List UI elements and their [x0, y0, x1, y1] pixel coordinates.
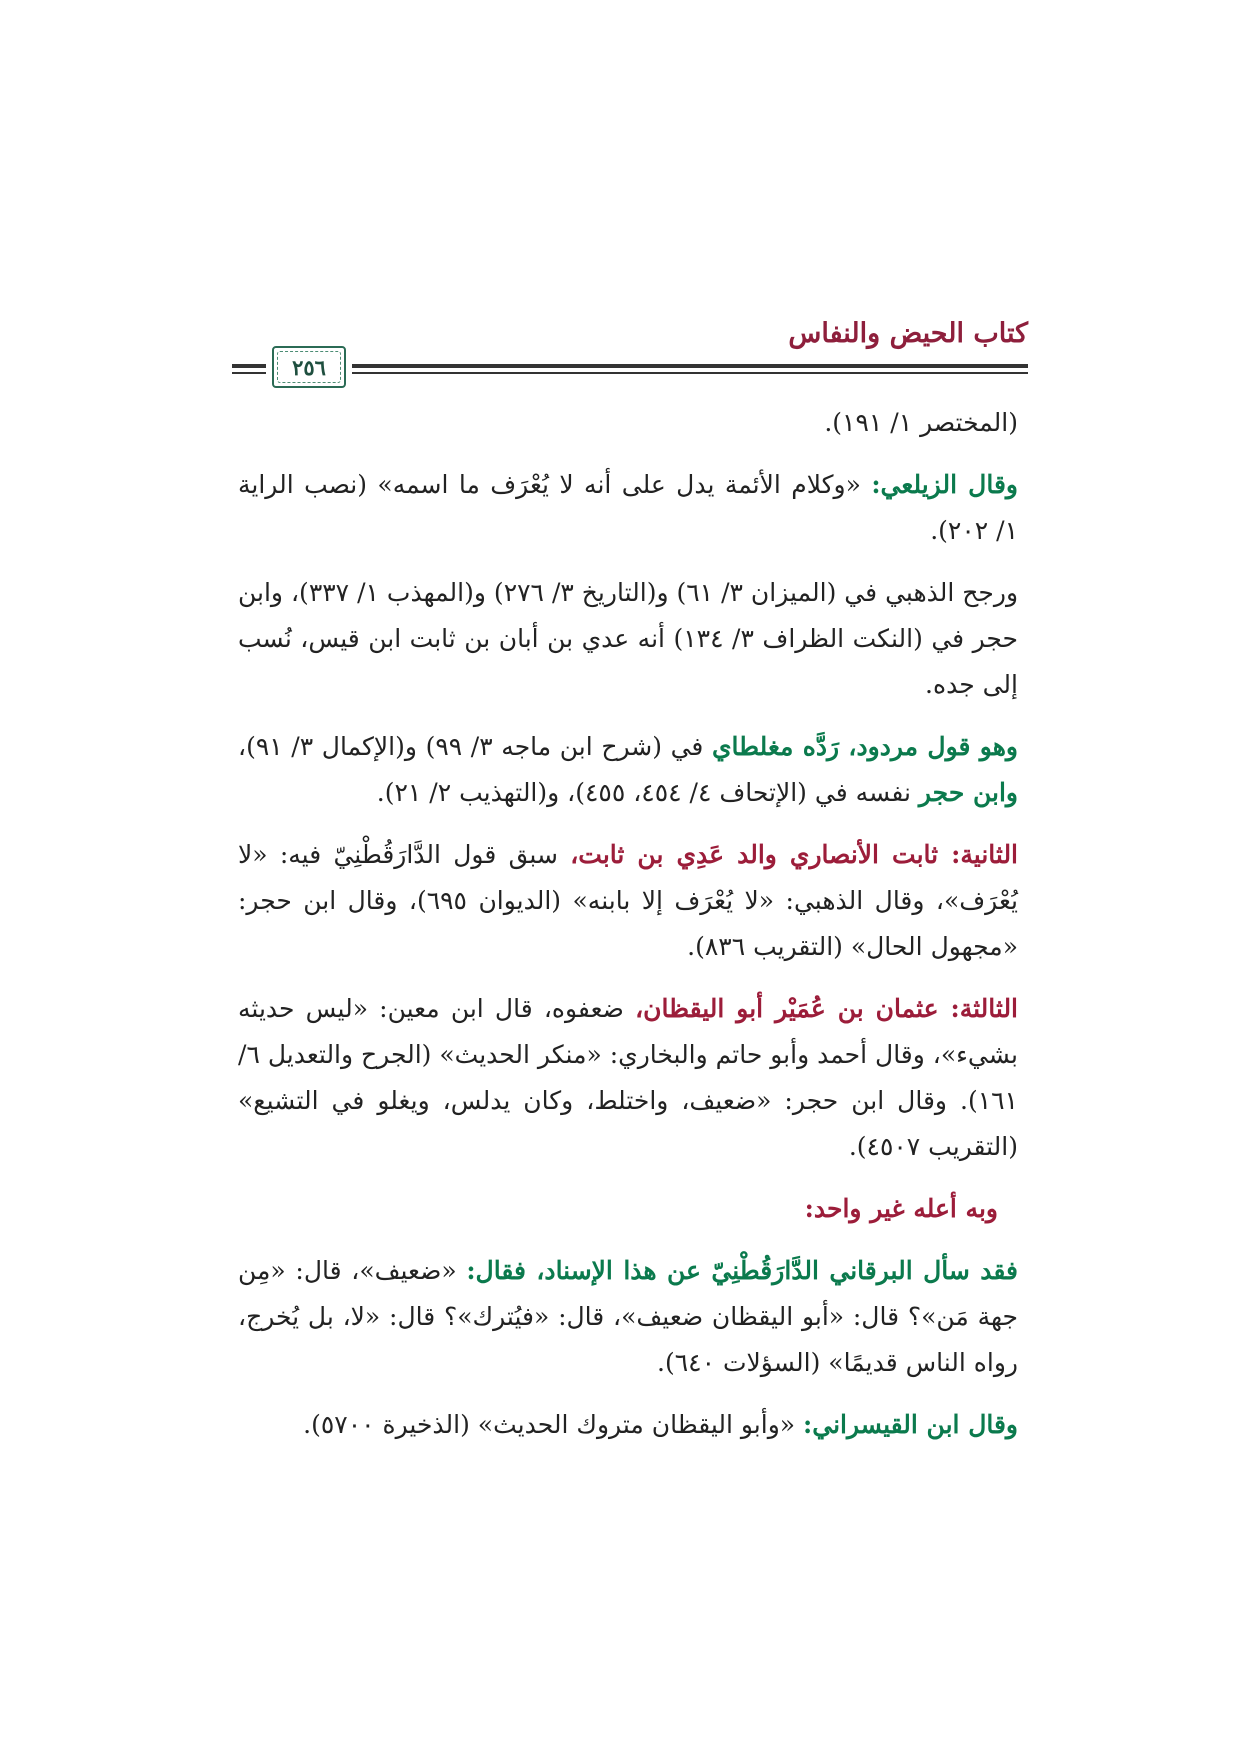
page-body — [238, 400, 1018, 1464]
paragraph — [238, 570, 1018, 708]
running-title: كتاب الحيض والنفاس — [788, 318, 1028, 349]
page-number: ٢٥٦ — [292, 354, 326, 380]
paragraph-text: في (شرح ابن ماجه ٣/ ٩٩) و(الإكمال ٣/ ٩١)، — [238, 732, 712, 761]
paragraph-lead: وقال الزيلعي: — [871, 470, 1018, 499]
paragraph-text: نفسه في (الإتحاف ٤/ ٤٥٤، ٤٥٥)، و(التهذيب ٢/ ٢١). — [376, 778, 919, 807]
paragraph — [238, 462, 1018, 554]
subheading-text: وبه أعله غير واحد: — [804, 1194, 998, 1223]
paragraph-lead-secondary: وابن حجر — [918, 778, 1018, 807]
paragraph-text: «ضعيف»، قال: «مِن جهة مَن»؟ قال: «أبو اليقظان ضعيف»، قال: «فيُترك»؟ قال: «لا، بل يُخرج، رواه الناس قديمًا» (السؤلات ٦٤٠). — [238, 1256, 1018, 1377]
paragraph — [238, 1248, 1018, 1386]
paragraph — [238, 832, 1018, 970]
paragraph-text: (المختصر ١/ ١٩١). — [824, 408, 1018, 437]
paragraph — [238, 986, 1018, 1170]
paragraph — [238, 400, 1018, 446]
section-subheading — [238, 1186, 1018, 1232]
header-rule-thick — [352, 364, 1028, 368]
paragraph-lead: وقال ابن القيسراني: — [803, 1410, 1018, 1439]
paragraph-text: «وكلام الأئمة يدل على أنه لا يُعْرَف ما اسمه» (نصب الراية ١/ ٢٠٢). — [238, 470, 1018, 545]
paragraph-lead: وهو قول مردود، رَدَّه مغلطاي — [711, 732, 1018, 761]
paragraph — [238, 724, 1018, 816]
paragraph-lead: فقد سأل البرقاني الدَّارَقُطْنِيّ عن هذا الإسناد، فقال: — [466, 1256, 1018, 1285]
paragraph-text: ورجح الذهبي في (الميزان ٣/ ٦١) و(التاريخ ٣/ ٢٧٦) و(المهذب ١/ ٣٣٧)، وابن حجر في (النكت الظراف ٣/ ١٣٤) أنه عدي بن أبان بن ثابت ابن قيس، نُسب إلى جده. — [238, 578, 1019, 699]
paragraph-text: «وأبو اليقظان متروك الحديث» (الذخيرة ٥٧٠٠). — [303, 1410, 804, 1439]
page-header — [232, 318, 1028, 388]
paragraph-text: سبق قول الدَّارَقُطْنِيّ فيه: «لا يُعْرَف»، وقال الذهبي: «لا يُعْرَف إلا بابنه» (الديوان ٦٩٥)، وقال ابن حجر: «مجهول الحال» (التقريب ٨٣٦). — [238, 840, 1018, 961]
page-number-frame — [272, 346, 346, 388]
header-rule-left — [232, 364, 266, 368]
paragraph-lead: الثالثة: عثمان بن عُمَيْر أبو اليقظان، — [635, 994, 1019, 1023]
paragraph — [238, 1402, 1018, 1448]
header-rule-left-thin — [232, 372, 266, 374]
paragraph-text: ضعفوه، قال ابن معين: «ليس حديثه بشيء»، وقال أحمد وأبو حاتم والبخاري: «منكر الحديث» (الجرح والتعديل ٦/ ١٦١). وقال ابن حجر: «ضعيف، واختلط، وكان يدلس، ويغلو في التشيع» (التقريب ٤٥٠٧). — [238, 994, 1018, 1161]
paragraph-lead: الثانية: ثابت الأنصاري والد عَدِي بن ثابت، — [570, 840, 1019, 869]
header-rule-thin — [352, 372, 1028, 374]
